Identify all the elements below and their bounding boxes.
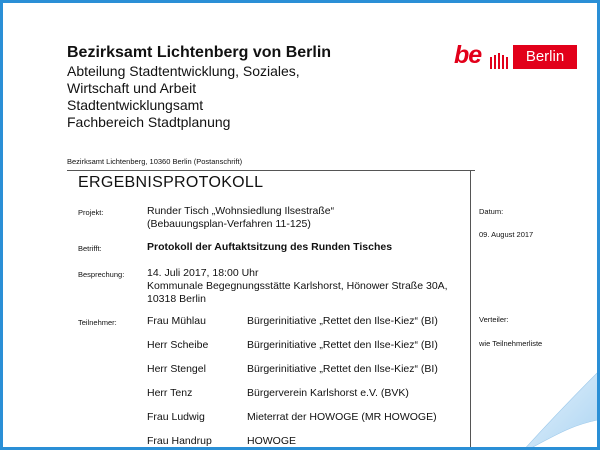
logo-be-text: be: [454, 41, 482, 69]
participant-org: Mieterrat der HOWOGE (MR HOWOGE): [247, 411, 437, 423]
participant-name: Herr Stengel: [147, 363, 206, 375]
participant-name: Herr Scheibe: [147, 339, 209, 351]
org-name: Bezirksamt Lichtenberg von Berlin: [67, 44, 332, 61]
besprechung-line-2: Kommunale Begegnungsstätte Karlshorst, Hönower Straße 30A,: [147, 280, 448, 292]
page-curl-icon: [507, 363, 600, 450]
datum-label: Datum:: [479, 207, 504, 216]
document-title: ERGEBNISPROTOKOLL: [78, 174, 264, 191]
teilnehmer-label: Teilnehmer:: [78, 318, 117, 327]
projekt-label: Projekt:: [78, 208, 104, 217]
projekt-value: [147, 205, 334, 231]
participant-org: Bürgerinitiative „Rettet den Ilse-Kiez“ (BI): [247, 363, 438, 375]
divider-horizontal: [67, 170, 475, 171]
besprechung-label: Besprechung:: [78, 270, 125, 279]
participant-name: Frau Ludwig: [147, 411, 205, 423]
besprechung-line-1: 14. Juli 2017, 18:00 Uhr: [147, 267, 259, 279]
besprechung-value: [147, 267, 448, 306]
verteiler-value: wie Teilnehmerliste: [479, 339, 543, 348]
participant-name: Frau Handrup: [147, 435, 212, 447]
dept-line-3: Stadtentwicklungsamt: [67, 97, 204, 113]
divider-vertical: [470, 171, 471, 450]
dept-line-1: Abteilung Stadtentwicklung, Soziales,: [67, 63, 300, 79]
betrifft-value: Protokoll der Auftaktsitzung des Runden Tisches: [147, 241, 393, 253]
participant-name: Herr Tenz: [147, 387, 193, 399]
projekt-line-1: Runder Tisch „Wohnsiedlung Ilsestraße“: [147, 205, 335, 217]
participant-org: Bürgerinitiative „Rettet den Ilse-Kiez“ (BI): [247, 315, 438, 327]
logo-berlin-text: Berlin: [513, 45, 577, 69]
dept-line-2: Wirtschaft und Arbeit: [67, 80, 197, 96]
postal-address: Bezirksamt Lichtenberg, 10360 Berlin (Postanschrift): [67, 157, 243, 166]
participant-name: Frau Mühlau: [147, 315, 206, 327]
participant-org: Bürgerinitiative „Rettet den Ilse-Kiez“ (BI): [247, 339, 438, 351]
verteiler-label: Verteiler:: [479, 315, 509, 324]
participant-org: Bürgerverein Karlshorst e.V. (BVK): [247, 387, 409, 399]
besprechung-line-3: 10318 Berlin: [147, 293, 206, 305]
projekt-line-2: (Bebauungsplan-Verfahren 11-125): [147, 218, 311, 230]
betrifft-label: Betrifft:: [78, 244, 102, 253]
dept-line-4: Fachbereich Stadtplanung: [67, 114, 231, 130]
datum-value: 09. August 2017: [479, 230, 534, 239]
letterhead: [67, 43, 331, 131]
berlin-logo: [454, 43, 577, 71]
participant-org: HOWOGE: [247, 435, 296, 447]
brandenburg-gate-icon: [490, 49, 510, 69]
